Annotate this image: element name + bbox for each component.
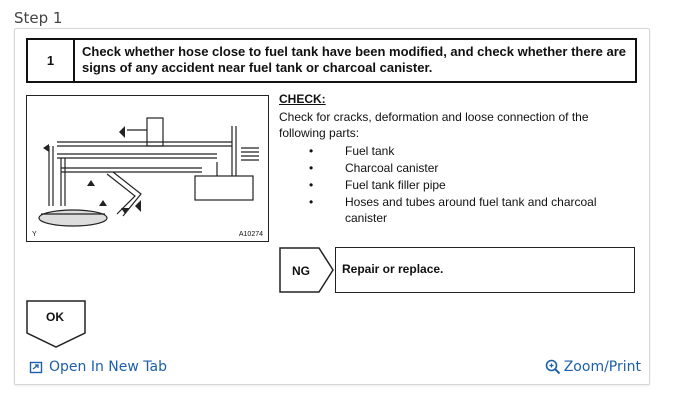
check-list-item-text: Fuel tank [345,144,395,158]
open-in-new-tab-label[interactable]: Open In New Tab [49,359,167,375]
check-list-item-text: Fuel tank filler pipe [345,178,446,192]
zoom-print-link[interactable] [545,359,641,375]
ng-result [279,247,637,295]
check-list-item-text: Hoses and tubes around fuel tank and charcoal canister [345,195,597,225]
ng-label: NG [292,264,310,278]
fuel-system-diagram [26,95,269,242]
open-in-new-tab-link[interactable] [29,359,167,375]
diagram-figure-id: A10274 [238,231,263,238]
check-list-item-text: Charcoal canister [345,161,439,175]
step-label: Step 1 [14,9,63,27]
zoom-magnifier-icon [545,359,561,375]
ok-result [26,300,88,348]
open-new-tab-icon [29,360,43,374]
ng-action-box [335,247,635,293]
bullet-icon: • [309,178,314,192]
check-list-item [309,143,637,159]
check-list-item [309,177,637,193]
check-list-item [309,194,637,226]
bullet-icon: • [309,144,314,158]
check-list-item [309,160,637,176]
check-description: Check for cracks, deformation and loose connection of the following parts: [279,110,589,140]
step-card [14,28,650,385]
ok-arrow-icon [26,300,88,348]
step-number: 1 [28,40,75,81]
zoom-print-label[interactable]: Zoom/Print [563,359,641,375]
fuel-system-illustration [27,96,268,241]
step-instruction: Check whether hose close to fuel tank have been modified, and check whether there are signs of any accident near fuel tank or charcoal canister. [82,44,626,75]
ok-label: OK [46,310,64,324]
diagram-corner-letter: Y [32,231,37,238]
check-title: CHECK: [279,92,326,106]
ng-action-text: Repair or replace. [342,262,444,276]
step-header [26,38,637,83]
check-list [309,143,637,227]
bullet-icon: • [309,161,314,175]
bullet-icon: • [309,195,314,209]
